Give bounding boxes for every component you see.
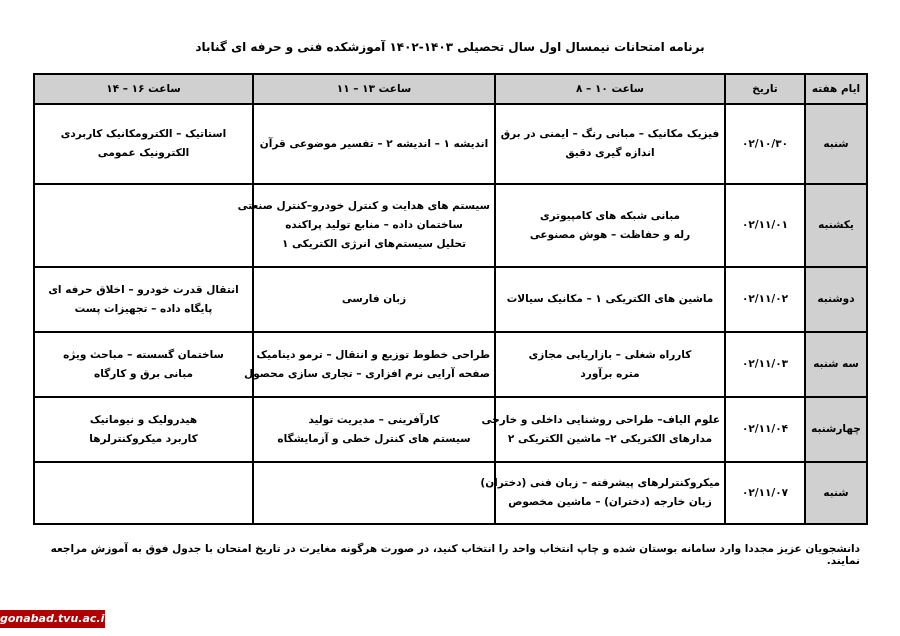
slot2-cell	[253, 104, 495, 184]
slot3-cell	[34, 267, 253, 332]
course-line: مبانی برق و کارگاه	[94, 367, 193, 380]
table-row	[34, 104, 867, 184]
slot2-cell	[237, 184, 495, 267]
header-row	[34, 74, 867, 104]
table-row	[34, 397, 867, 462]
slot3-cell	[34, 332, 253, 397]
course-line: انتقال قدرت خودرو – اخلاق حرفه ای	[48, 283, 239, 296]
course-line: ماشین های الکتریکی ۱ – مکانیک سیالات	[506, 293, 714, 306]
date-cell: ۰۲/۱۱/۰۴	[725, 397, 805, 462]
slot1-cell	[495, 332, 725, 397]
exam-schedule-table	[33, 73, 868, 525]
slot3-cell	[34, 104, 253, 184]
course-line: متره برآورد	[580, 367, 640, 380]
site-watermark: gonabad.tvu.ac.ir	[0, 610, 105, 628]
slot3-cell	[34, 397, 253, 462]
date-cell: ۰۲/۱۱/۰۱	[725, 184, 805, 267]
slot2-cell	[244, 332, 495, 397]
course-line: رله و حفاظت – هوش مصنوعی	[529, 228, 691, 241]
day-cell: یکشنبه	[805, 184, 867, 267]
course-line: مدارهای الکتریکی ۲– ماشین الکتریکی ۲	[507, 432, 713, 445]
day-cell: دوشنبه	[805, 267, 867, 332]
slot1-cell	[495, 184, 725, 267]
slot2-cell	[253, 462, 495, 524]
table-row	[34, 184, 867, 267]
slot1-cell	[481, 397, 725, 462]
slot3-cell	[34, 462, 253, 524]
course-line: الکترونیک عمومی	[97, 147, 190, 160]
date-cell: ۰۲/۱۱/۰۳	[725, 332, 805, 397]
slot3-cell	[34, 184, 253, 267]
day-cell: شنبه	[805, 104, 867, 184]
header-slot2: ساعت ۱۳ – ۱۱	[253, 74, 495, 104]
course-line: زبان خارجه (دختران) – ماشین مخصوص	[508, 496, 712, 509]
course-line: کارراه شغلی – بازاریابی مجازی	[528, 348, 692, 361]
day-cell: سه شنبه	[805, 332, 867, 397]
footer-note: دانشجویان عزیز مجددا وارد سامانه بوستان شده و چاپ انتخاب واحد را انتخاب کنید، در صورت هرگونه مغایرت در تاریخ امتحان با جدول فوق به آموزش مراجعه نمایند.	[50, 543, 860, 567]
course-line: پایگاه داده – تجهیزات پست	[74, 302, 213, 315]
page-title: برنامه امتحانات نیمسال اول سال تحصیلی ۱۴۰۳-۱۴۰۲ آموزشکده فنی و حرفه ای گناباد	[195, 40, 705, 54]
course-line: علوم الیاف– طراحی روشنایی داخلی و خارجی	[481, 413, 720, 426]
course-line: کارآفرینی – مدیریت تولید	[308, 413, 440, 426]
course-line: سیستم های هدایت و کنترل خودرو–کنترل صنعتی	[237, 200, 490, 213]
course-line: مبانی شبکه های کامپیوتری	[540, 209, 680, 222]
header-day: ایام هفته	[805, 74, 867, 104]
table-row	[34, 267, 867, 332]
course-line: ساختمان داده – منابع تولید پراکنده	[285, 219, 463, 232]
slot2-cell	[253, 267, 495, 332]
course-line: سیستم های کنترل خطی و آزمایشگاه	[277, 432, 471, 445]
slot1-cell	[495, 104, 725, 184]
course-line: هیدرولیک و نیوماتیک	[89, 413, 198, 426]
header-slot1: ساعت ۱۰ – ۸	[495, 74, 725, 104]
course-line: اندازه گیری دقیق	[565, 147, 655, 160]
course-line: تحلیل سیستم‌های انرژی الکتریکی ۱	[281, 238, 467, 251]
table-row	[34, 332, 867, 397]
table-row	[34, 462, 867, 524]
course-line: ساختمان گسسته – مباحث ویژه	[63, 348, 224, 361]
date-cell: ۰۲/۱۰/۳۰	[725, 104, 805, 184]
date-cell: ۰۲/۱۱/۰۲	[725, 267, 805, 332]
course-line: اندیشه ۱ – اندیشه ۲ – تفسیر موضوعی قرآن	[259, 137, 489, 150]
course-line: استاتیک – الکترومکانیک کاربردی	[60, 128, 227, 141]
slot2-cell	[253, 397, 495, 462]
header-slot3: ساعت ۱۶ – ۱۴	[34, 74, 253, 104]
course-line: صفحه آرایی نرم افزاری – تجاری سازی محصول	[244, 367, 490, 380]
course-line: کاربرد میکروکنترلرها	[89, 432, 198, 445]
course-line: فیزیک مکانیک – مبانی رنگ – ایمنی در برق	[500, 128, 720, 141]
course-line: زبان فارسی	[341, 293, 407, 306]
day-cell: چهارشنبه	[805, 397, 867, 462]
header-date: تاریخ	[725, 74, 805, 104]
course-line: میکروکنترلرهای پیشرفته – زبان فنی (دختران)	[480, 477, 720, 490]
slot1-cell	[495, 267, 725, 332]
slot1-cell	[480, 462, 725, 524]
day-cell: شنبه	[805, 462, 867, 524]
date-cell: ۰۲/۱۱/۰۷	[725, 462, 805, 524]
course-line: طراحی خطوط توزیع و انتقال – ترمو دینامیک	[256, 348, 490, 361]
